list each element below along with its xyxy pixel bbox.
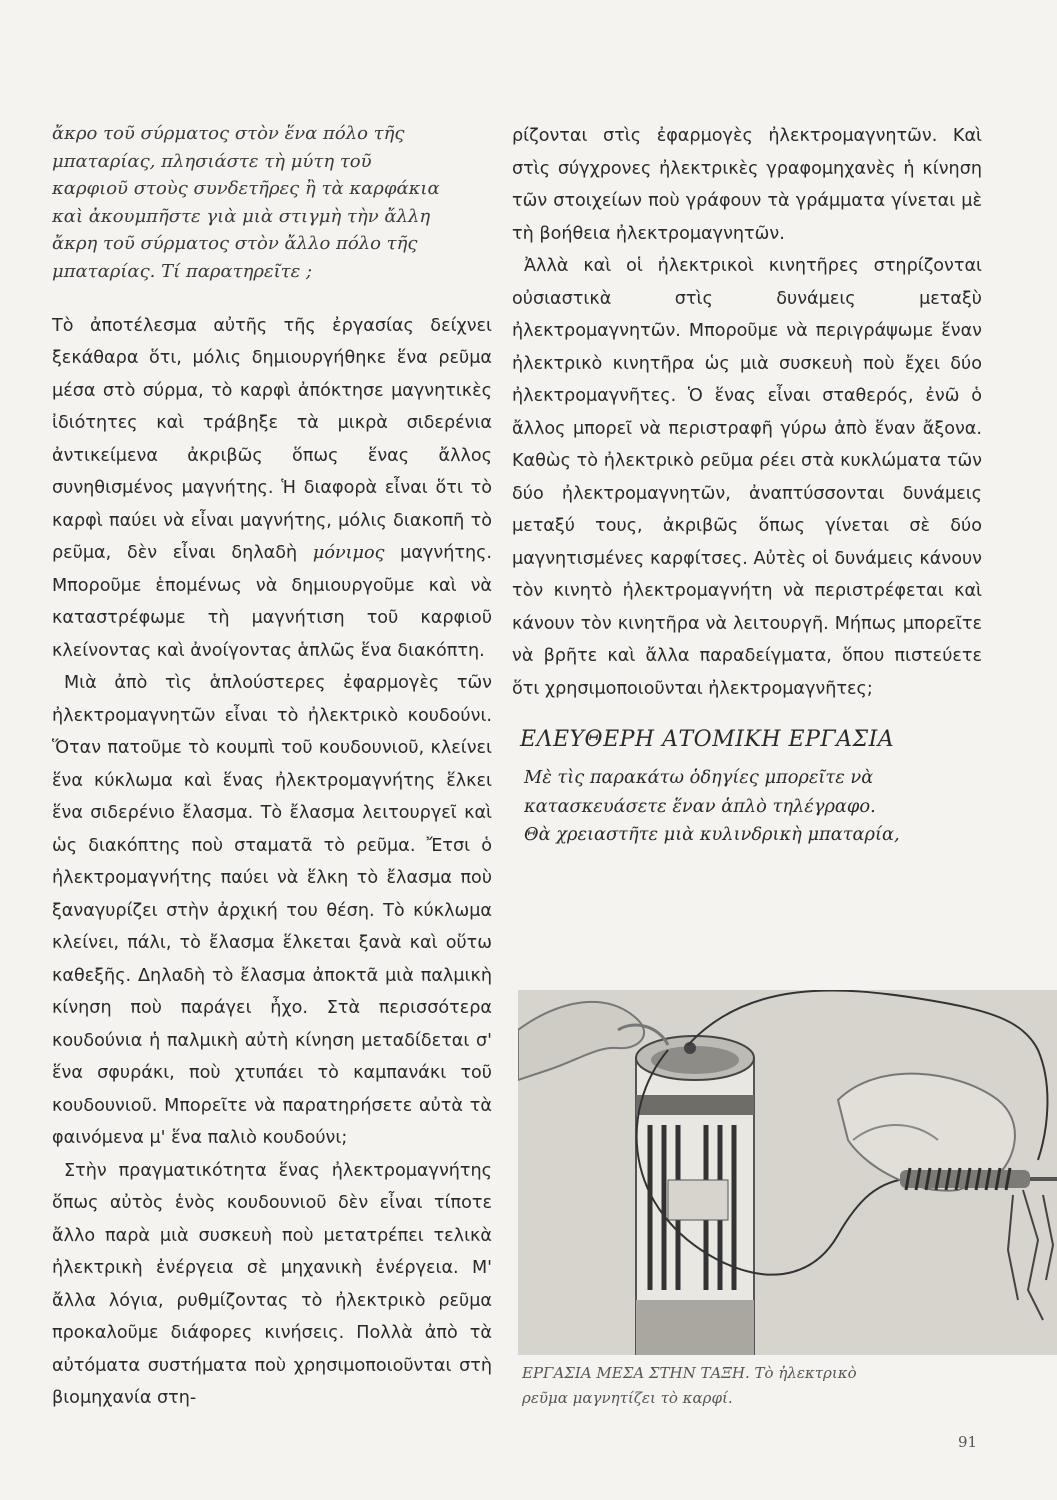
- paragraph-result-text-end: μαγνήτης. Μποροῦμε ἑπομένως νὰ δημιουργοῦμε καὶ νὰ καταστρέφωμε τὴ μαγνήτιση τοῦ καρφιοῦ κλείνοντας καὶ ἀνοίγοντας ἁπλῶς ἕνα διακόπτη.: [52, 543, 493, 661]
- photo-caption: [522, 1361, 992, 1411]
- battery-nail-illustration: [518, 990, 1057, 1355]
- emphasis-permanent: μόνιμος: [312, 543, 385, 564]
- caption-title: ΕΡΓΑΣΙΑ ΜΕΣΑ ΣΤΗΝ ΤΑΞΗ.: [522, 1364, 750, 1382]
- paragraph-energy: Στὴν πραγματικότητα ἕνας ἠλεκτρομαγνήτης ὅπως αὐτὸς ἑνὸς κουδουνιοῦ δὲν εἶναι τίποτε ἄλλο παρὰ μιὰ συσκευὴ ποὺ μετατρέπει τελικὰ ἠλεκτρικὴ ἐνέργεια σὲ μηχανικὴ ἐνέργεια. Μ' ἄλλα λόγια, ρυθμίζοντας τὸ ἠλεκτρικὸ ρεῦμα προκαλοῦμε διάφορες κινήσεις. Πολλὰ ἀπὸ τὰ αὐτόματα συστήματα ποὺ χρησιμοποιοῦνται στὴ βιομηχανία στη-: [52, 1160, 492, 1409]
- intro-line: μπαταρίας, πλησιάστε τὴ μύτη τοῦ: [52, 150, 372, 172]
- exercise-line: Θὰ χρειαστῆτε μιὰ κυλινδρικὴ μπαταρία,: [524, 824, 900, 845]
- section-heading: ΕΛΕΥΘΕΡΗ ΑΤΟΜΙΚΗ ΕΡΓΑΣΙΑ: [520, 727, 895, 752]
- left-column: [52, 120, 492, 1415]
- exercise-line: κατασκευάσετε ἕναν ἁπλὸ τηλέγραφο.: [524, 795, 876, 817]
- right-column: [512, 120, 982, 850]
- caption-text-line2: ρεῦμα μαγνητίζει τὸ καρφί.: [522, 1389, 733, 1407]
- intro-line: καὶ ἀκουμπῆστε γιὰ μιὰ στιγμὴ τὴν ἄλλη: [52, 205, 431, 227]
- experiment-photo: [518, 990, 1057, 1355]
- paragraph-bell: Μιὰ ἀπὸ τὶς ἁπλούστερες ἐφαρμογὲς τῶν ἠλεκτρομαγνητῶν εἶναι τὸ ἠλεκτρικὸ κουδούνι. Ὅταν πατοῦμε τὸ κουμπὶ τοῦ κουδουνιοῦ, κλείνει ἕνα κύκλωμα καὶ ἕνας ἠλεκτρομαγνήτης ἕλκει ἕνα σιδερένιο ἔλασμα. Τὸ ἔλασμα λειτουργεῖ καὶ ὡς διακόπτης ποὺ σταματᾶ τὸ ρεῦμα. Ἔτσι ὁ ἠλεκτρομαγνήτης παύει νὰ ἕλκη τὸ ἔλασμα ποὺ ξαναγυρίζει στὴν ἀρχική του θέση. Τὸ κύκλωμα κλείνει, πάλι, τὸ ἔλασμα ἕλκεται ξανὰ καὶ οὕτω καθεξῆς. Δηλαδὴ τὸ ἔλασμα ἀποκτᾶ μιὰ παλμικὴ κίνηση ποὺ παράγει ἦχο. Στὰ περισσότερα κουδούνια ἡ παλμικὴ αὐτὴ κίνηση μεταδίδεται σ' ἕνα σφυράκι, ποὺ χτυπάει τὸ καμπανάκι τοῦ κουδουνιοῦ. Μπορεῖτε νὰ παρατηρήσετε αὐτὰ τὰ φαινόμενα μ' ἕνα παλιὸ κουδούνι;: [52, 673, 492, 1149]
- paragraph-motors: Ἀλλὰ καὶ οἱ ἠλεκτρικοὶ κινητῆρες στηρίζονται οὐσιαστικὰ στὶς δυνάμεις μεταξὺ ἠλεκτρομαγνητῶν. Μποροῦμε νὰ περιγράψωμε ἕναν ἠλεκτρικὸ κινητῆρα ὡς μιὰ συσκευὴ ποὺ ἔχει δύο ἠλεκτρομαγνῆτες. Ὁ ἕνας εἶναι σταθερός, ἐνῶ ὁ ἄλλος μπορεῖ νὰ περιστραφῆ γύρω ἀπὸ ἕναν ἄξονα. Καθὼς τὸ ἠλεκτρικὸ ρεῦμα ρέει στὰ κυκλώματα τῶν δύο ἠλεκτρομαγνητῶν, ἀναπτύσσονται δυνάμεις μεταξύ τους, ἀκριβῶς ὅπως γίνεται σὲ δύο μαγνητισμένες καρφίτσες. Αὐτὲς οἱ δυνάμεις κάνουν τὸν κινητὸ ἠλεκτρομαγνήτη νὰ περιστρέφεται καὶ κάνουν τὸν κινητῆρα νὰ λειτουργῆ. Μήπως μπορεῖτε νὰ βρῆτε καὶ ἄλλα παραδείγματα, ὅπου πιστεύετε ὅτι χρησιμοποιοῦνται ἠλεκτρομαγνῆτες;: [512, 256, 982, 699]
- caption-text: Τὸ ἠλεκτρικὸ: [754, 1364, 857, 1382]
- intro-line: ἄκρο τοῦ σύρματος στὸν ἕνα πόλο τῆς: [52, 123, 405, 144]
- intro-line: ἄκρη τοῦ σύρματος στὸν ἄλλο πόλο τῆς: [52, 233, 418, 255]
- exercise-line: Μὲ τὶς παρακάτω ὁδηγίες μπορεῖτε νὰ: [524, 767, 874, 788]
- paragraph-typewriters: ρίζονται στὶς ἐφαρμογὲς ἠλεκτρομαγνητῶν. Καὶ στὶς σύγχρονες ἠλεκτρικὲς γραφομηχανὲς ἡ κίνηση τῶν στοιχείων ποὺ γράφουν τὰ γράμματα γίνεται μὲ τὴ βοήθεια ἠλεκτρομαγνητῶν.: [512, 126, 982, 244]
- intro-line: μπαταρίας. Τί παρατηρεῖτε ;: [52, 260, 313, 282]
- page-number: 91: [958, 1433, 978, 1451]
- intro-line: καρφιοῦ στοὺς συνδετῆρες ἢ τὰ καρφάκια: [52, 178, 440, 200]
- paragraph-result: [52, 310, 492, 668]
- battery-icon: [636, 1036, 754, 1355]
- paragraph-result-text: Τὸ ἀποτέλεσμα αὐτῆς τῆς ἐργασίας δείχνει ξεκάθαρα ὅτι, μόλις δημιουργήθηκε ἕνα ρεῦμα μέσα στὸ σύρμα, τὸ καρφὶ ἀπόκτησε μαγνητικὲς ἰδιότητες καὶ τράβηξε τὰ μικρὰ σιδερένια ἀντικείμενα ἀκριβῶς ὅπως ἕνας ἄλλος συνηθισμένος μαγνήτης. Ἡ διαφορὰ εἶναι ὅτι τὸ καρφὶ παύει νὰ εἶναι μαγνήτης, μόλις διακοπῆ τὸ ρεῦμα, δὲν εἶναι δηλαδὴ: [52, 315, 492, 564]
